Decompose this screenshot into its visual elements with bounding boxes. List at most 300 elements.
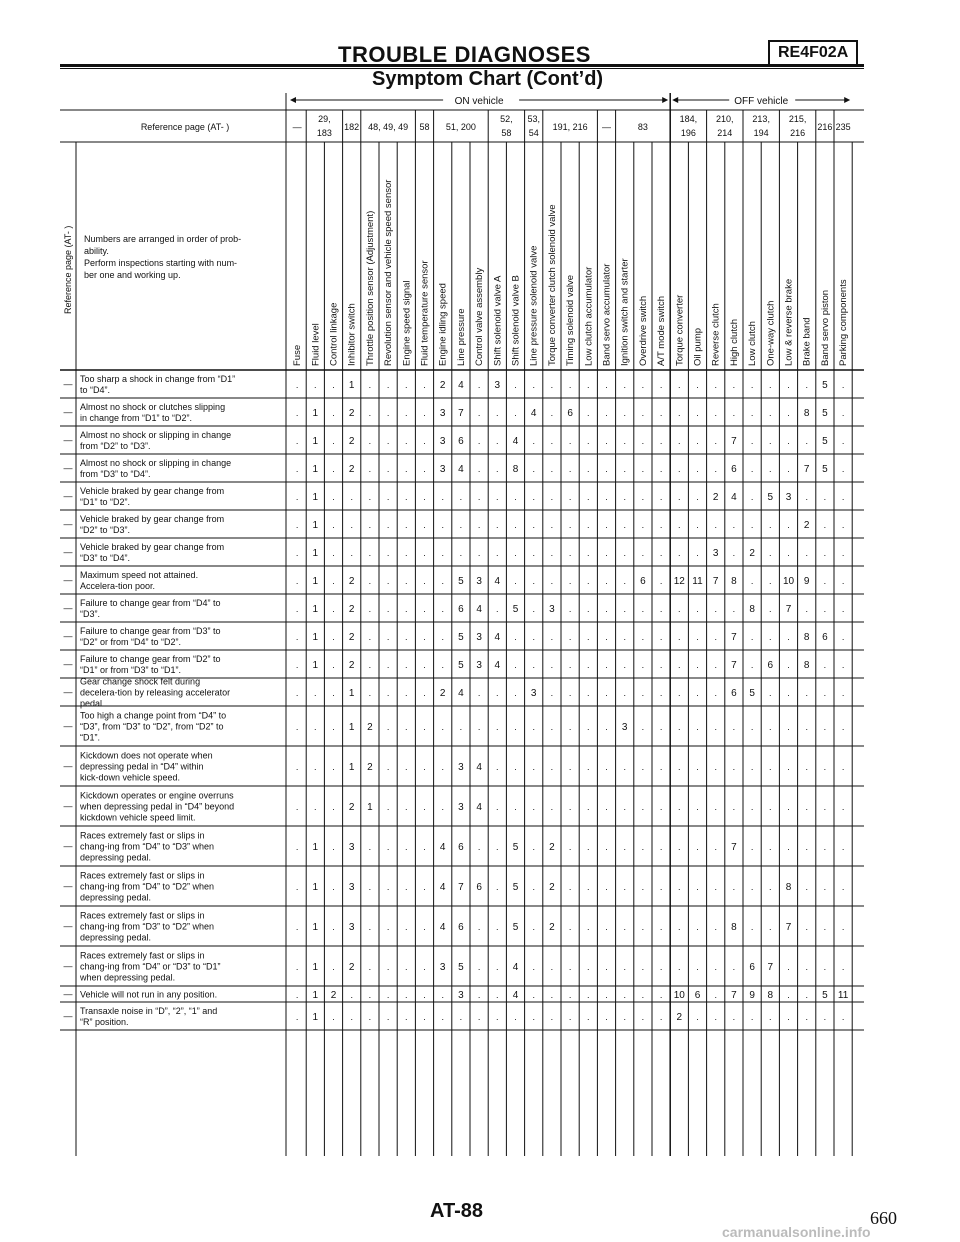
- ranking-cell: .: [823, 962, 827, 972]
- ranking-cell: .: [350, 548, 353, 558]
- ranking-cell: .: [623, 922, 626, 932]
- ranking-cell: .: [750, 408, 754, 418]
- symptom-ref: —: [63, 519, 73, 529]
- symptom-text: “D2” or from “D4” to “D2”.: [80, 637, 182, 647]
- ranking-cell: .: [641, 660, 645, 670]
- ranking-cell: .: [678, 722, 681, 732]
- ranking-cell: .: [405, 882, 408, 892]
- ranking-cell: .: [568, 380, 572, 390]
- component-label: High clutch: [728, 319, 740, 366]
- ranking-cell: .: [368, 408, 372, 418]
- ranking-cell: .: [605, 380, 608, 390]
- ranking-cell: 1: [312, 1012, 319, 1023]
- component-label: A/T mode switch: [656, 295, 668, 366]
- ranking-cell: .: [605, 802, 608, 812]
- ranking-cell: .: [386, 492, 390, 502]
- ranking-cell: .: [841, 688, 845, 698]
- ranking-cell: .: [441, 632, 444, 642]
- note-line: ber one and working up.: [84, 270, 181, 280]
- reference-page-value: 48, 49, 49: [368, 122, 409, 132]
- ranking-cell: .: [605, 722, 608, 732]
- symptom-text: Failure to change gear from “D2” to: [80, 654, 221, 664]
- reference-page-value: 215,: [788, 114, 807, 124]
- ranking-cell: 5: [822, 464, 828, 475]
- component-label: Low clutch: [747, 321, 759, 366]
- span-arrowhead: [290, 97, 296, 103]
- ranking-cell: .: [841, 762, 845, 772]
- ranking-cell: .: [587, 408, 590, 418]
- component-label: Brake band: [801, 317, 813, 366]
- ranking-cell: .: [423, 882, 426, 892]
- ranking-cell: 4: [458, 688, 464, 699]
- ranking-cell: 1: [312, 632, 319, 643]
- symptom-text: Gear change shock felt during: [80, 676, 201, 687]
- ranking-cell: .: [714, 1012, 717, 1022]
- ranking-cell: .: [659, 722, 663, 732]
- ranking-cell: .: [587, 802, 590, 812]
- ranking-cell: .: [696, 632, 699, 642]
- ranking-cell: .: [295, 576, 299, 586]
- ranking-cell: .: [769, 1012, 772, 1022]
- symptom-text: Vehicle braked by gear change from: [80, 514, 225, 524]
- model-code-badge: RE4F02A: [768, 40, 858, 66]
- ranking-cell: .: [532, 604, 535, 614]
- ranking-cell: .: [623, 576, 626, 586]
- reference-page-value: 235: [835, 122, 851, 132]
- ranking-cell: .: [605, 842, 608, 852]
- reference-page-value: 29,: [318, 114, 331, 124]
- ranking-cell: .: [587, 548, 590, 558]
- symptom-text: “D1”.: [80, 732, 100, 743]
- reference-page-value: 83: [637, 122, 648, 132]
- watermark: carmanualsonline.info: [722, 1224, 871, 1240]
- ranking-cell: .: [496, 604, 499, 614]
- ranking-cell: .: [532, 922, 535, 932]
- ranking-cell: .: [314, 762, 317, 772]
- ranking-cell: .: [568, 660, 572, 670]
- symptom-text: “D1” to “D2”.: [80, 497, 131, 507]
- ranking-cell: .: [714, 604, 717, 614]
- symptom-text: chang-ing from “D4” to “D3” when: [80, 841, 215, 852]
- ranking-cell: .: [696, 660, 699, 670]
- ranking-cell: .: [368, 842, 372, 852]
- ranking-cell: .: [659, 660, 663, 670]
- ranking-cell: .: [386, 436, 390, 446]
- ranking-cell: 5: [749, 688, 755, 699]
- ranking-cell: .: [587, 962, 590, 972]
- symptom-text: kick-down vehicle speed.: [80, 772, 181, 783]
- ranking-cell: .: [605, 576, 608, 586]
- ranking-cell: 7: [458, 408, 464, 419]
- ranking-cell: .: [514, 548, 517, 558]
- ranking-cell: .: [423, 962, 426, 972]
- symptom-ref: —: [63, 989, 73, 999]
- ranking-cell: .: [423, 802, 426, 812]
- ranking-cell: 7: [803, 464, 810, 475]
- ranking-cell: .: [750, 576, 754, 586]
- ranking-cell: .: [514, 576, 517, 586]
- ranking-cell: .: [641, 842, 645, 852]
- ranking-cell: .: [605, 660, 608, 670]
- ranking-cell: .: [423, 632, 426, 642]
- ranking-cell: 5: [512, 604, 519, 615]
- ranking-cell: .: [386, 408, 390, 418]
- ranking-cell: .: [568, 990, 572, 1000]
- ranking-cell: 5: [822, 408, 828, 419]
- ranking-cell: .: [332, 492, 335, 502]
- ranking-cell: .: [441, 660, 444, 670]
- ranking-cell: .: [477, 548, 481, 558]
- ranking-cell: .: [405, 408, 408, 418]
- ranking-cell: .: [514, 492, 517, 502]
- ranking-cell: .: [696, 604, 699, 614]
- ranking-cell: .: [678, 762, 681, 772]
- ranking-cell: .: [514, 722, 517, 732]
- ranking-cell: .: [368, 632, 372, 642]
- ranking-cell: .: [769, 762, 772, 772]
- ranking-cell: .: [332, 688, 335, 698]
- ranking-cell: .: [550, 660, 554, 670]
- ranking-cell: 2: [348, 802, 355, 813]
- symptom-ref: —: [63, 921, 73, 931]
- page-footer-label: AT-88: [430, 1200, 483, 1222]
- ranking-cell: .: [386, 660, 390, 670]
- ranking-cell: .: [841, 802, 845, 812]
- ranking-cell: 8: [731, 922, 737, 933]
- ranking-cell: .: [769, 464, 772, 474]
- ranking-cell: .: [332, 380, 335, 390]
- symptom-text: Almost no shock or clutches slipping: [80, 402, 226, 412]
- ranking-cell: 7: [785, 604, 792, 615]
- ranking-cell: .: [605, 520, 608, 530]
- ranking-cell: .: [714, 802, 717, 812]
- symptom-text: when depressing pedal in “D4” beyond: [80, 801, 235, 812]
- component-label: Oil pump: [692, 327, 704, 366]
- component-label: Control valve assembly: [474, 267, 486, 366]
- symptom-ref: —: [63, 659, 73, 669]
- ranking-cell: .: [714, 436, 717, 446]
- ranking-cell: .: [568, 604, 572, 614]
- ranking-cell: .: [332, 722, 335, 732]
- ranking-cell: .: [641, 962, 645, 972]
- symptom-text: Almost no shock or slipping in change: [80, 430, 232, 440]
- ranking-cell: .: [350, 520, 353, 530]
- ranking-cell: .: [441, 576, 444, 586]
- ranking-cell: .: [496, 688, 499, 698]
- ranking-cell: .: [605, 548, 608, 558]
- ranking-cell: 2: [749, 548, 755, 559]
- ranking-cell: .: [295, 492, 299, 502]
- ranking-cell: .: [568, 1012, 572, 1022]
- reference-page-vertical: Reference page (AT- ): [63, 225, 73, 314]
- ranking-cell: 3: [712, 548, 719, 559]
- symptom-ref: —: [63, 491, 73, 501]
- ranking-cell: .: [587, 576, 590, 586]
- ranking-cell: .: [368, 962, 372, 972]
- ranking-cell: .: [678, 380, 681, 390]
- ranking-cell: .: [568, 632, 572, 642]
- ranking-cell: .: [332, 1012, 335, 1022]
- ranking-cell: .: [605, 632, 608, 642]
- symptom-text: depressing pedal.: [80, 932, 152, 943]
- ranking-cell: .: [841, 604, 845, 614]
- ranking-cell: 2: [330, 990, 337, 1001]
- ranking-cell: .: [532, 548, 535, 558]
- ranking-cell: .: [532, 576, 535, 586]
- ranking-cell: .: [477, 1012, 481, 1022]
- symptom-text: Races extremely fast or slips in: [80, 910, 205, 921]
- ranking-cell: .: [623, 762, 626, 772]
- ranking-cell: 4: [458, 464, 464, 475]
- ranking-cell: .: [568, 548, 572, 558]
- ranking-cell: 3: [476, 576, 482, 587]
- component-label: Fuse: [292, 344, 304, 366]
- symptom-text: decelera-tion by releasing accelerator: [80, 687, 231, 698]
- symptom-ref: —: [63, 761, 73, 771]
- ranking-cell: 7: [458, 882, 464, 893]
- ranking-cell: 5: [512, 842, 519, 853]
- ranking-cell: 1: [348, 688, 355, 699]
- ranking-cell: .: [659, 520, 663, 530]
- component-label: Ignition switch and starter: [619, 258, 631, 366]
- ranking-cell: .: [550, 520, 554, 530]
- ranking-cell: .: [659, 464, 663, 474]
- ranking-cell: .: [587, 990, 590, 1000]
- ranking-cell: .: [477, 492, 481, 502]
- ranking-cell: 2: [348, 660, 355, 671]
- ranking-cell: .: [659, 548, 663, 558]
- ranking-cell: .: [787, 1012, 790, 1022]
- ranking-cell: 7: [731, 632, 737, 643]
- ranking-cell: .: [587, 464, 590, 474]
- ranking-cell: 7: [731, 660, 737, 671]
- ranking-cell: .: [295, 604, 299, 614]
- ranking-cell: .: [423, 688, 426, 698]
- ranking-cell: .: [805, 380, 808, 390]
- ranking-cell: .: [405, 520, 408, 530]
- ranking-cell: .: [841, 436, 845, 446]
- ranking-cell: .: [714, 632, 717, 642]
- ranking-cell: .: [477, 688, 481, 698]
- ranking-cell: 3: [458, 802, 464, 813]
- ranking-cell: .: [696, 802, 699, 812]
- symptom-text: “R” position.: [80, 1017, 129, 1027]
- ranking-cell: .: [550, 688, 554, 698]
- ranking-cell: .: [696, 1012, 699, 1022]
- ranking-cell: .: [841, 660, 845, 670]
- ranking-cell: 2: [348, 962, 355, 973]
- off-vehicle-label: OFF vehicle: [734, 96, 789, 107]
- ranking-cell: .: [368, 436, 372, 446]
- ranking-cell: .: [477, 464, 481, 474]
- ranking-cell: .: [732, 604, 736, 614]
- reference-page-value: 53,: [527, 114, 540, 124]
- symptom-text: chang-ing from “D4” to “D2” when: [80, 881, 215, 892]
- ranking-cell: .: [641, 1012, 645, 1022]
- ranking-cell: .: [423, 762, 426, 772]
- ranking-cell: .: [805, 990, 808, 1000]
- ranking-cell: .: [696, 408, 699, 418]
- ranking-cell: .: [405, 632, 408, 642]
- ranking-cell: .: [368, 882, 372, 892]
- ranking-cell: .: [550, 762, 554, 772]
- page-number: 660: [870, 1208, 897, 1228]
- ranking-cell: .: [423, 520, 426, 530]
- ranking-cell: .: [750, 842, 754, 852]
- ranking-cell: .: [496, 990, 499, 1000]
- ranking-cell: .: [750, 802, 754, 812]
- ranking-cell: .: [477, 962, 481, 972]
- ranking-cell: .: [623, 990, 626, 1000]
- ranking-cell: 6: [731, 464, 737, 475]
- ranking-cell: 4: [731, 492, 737, 503]
- component-label: Control linkage: [328, 302, 340, 366]
- ranking-cell: 1: [348, 380, 355, 391]
- ranking-cell: .: [368, 604, 372, 614]
- ranking-cell: .: [386, 1012, 390, 1022]
- reference-page-value: 54: [528, 128, 539, 138]
- reference-page-value: 191, 216: [552, 122, 588, 132]
- ranking-cell: 3: [458, 990, 464, 1001]
- ranking-cell: 8: [767, 990, 774, 1001]
- reference-page-value: 51, 200: [445, 122, 476, 132]
- ranking-cell: .: [568, 576, 572, 586]
- reference-page-value: 194: [753, 128, 769, 138]
- ranking-cell: 3: [348, 842, 355, 853]
- ranking-cell: 5: [767, 492, 774, 503]
- ranking-cell: 8: [749, 604, 755, 615]
- ranking-cell: 1: [312, 922, 319, 933]
- ranking-cell: .: [714, 962, 717, 972]
- ranking-cell: 2: [439, 688, 446, 699]
- ranking-cell: .: [623, 436, 626, 446]
- ranking-cell: .: [659, 762, 663, 772]
- ranking-cell: 2: [549, 882, 555, 893]
- ranking-cell: 8: [803, 660, 810, 671]
- ranking-cell: .: [405, 576, 408, 586]
- ranking-cell: .: [714, 990, 717, 1000]
- ranking-cell: .: [732, 520, 736, 530]
- symptom-text: Races extremely fast or slips in: [80, 950, 205, 961]
- ranking-cell: 11: [692, 576, 703, 587]
- ranking-cell: .: [368, 1012, 372, 1022]
- ranking-cell: .: [696, 380, 699, 390]
- ranking-cell: 2: [367, 762, 373, 773]
- ranking-cell: .: [641, 380, 645, 390]
- ranking-cell: .: [623, 380, 626, 390]
- ranking-cell: .: [532, 962, 535, 972]
- ranking-cell: .: [550, 436, 554, 446]
- symptom-text: Too sharp a shock in change from “D1”: [80, 374, 236, 384]
- ranking-cell: .: [441, 520, 444, 530]
- reference-page-value: 184,: [679, 114, 698, 124]
- ranking-cell: .: [295, 962, 299, 972]
- ranking-cell: .: [732, 380, 736, 390]
- ranking-cell: 6: [694, 990, 701, 1001]
- ranking-cell: .: [568, 520, 572, 530]
- ranking-cell: .: [678, 548, 681, 558]
- ranking-cell: .: [623, 604, 626, 614]
- ranking-cell: .: [696, 548, 699, 558]
- ranking-cell: .: [532, 660, 535, 670]
- ranking-cell: .: [568, 688, 572, 698]
- symptom-text: “D2” to “D3”.: [80, 525, 131, 535]
- reference-page-value: 216: [817, 122, 833, 132]
- ranking-cell: .: [659, 604, 663, 614]
- ranking-cell: .: [841, 962, 845, 972]
- ranking-cell: .: [405, 688, 408, 698]
- ranking-cell: .: [568, 802, 572, 812]
- ranking-cell: .: [696, 688, 699, 698]
- ranking-cell: 8: [785, 882, 792, 893]
- component-label: Line pressure: [455, 308, 467, 366]
- ranking-cell: .: [459, 1012, 463, 1022]
- ranking-cell: .: [750, 722, 754, 732]
- ranking-cell: .: [787, 632, 790, 642]
- ranking-cell: .: [805, 842, 808, 852]
- ranking-cell: .: [696, 520, 699, 530]
- symptom-text: depressing pedal.: [80, 852, 152, 863]
- ranking-cell: .: [496, 464, 499, 474]
- ranking-cell: .: [841, 408, 845, 418]
- ranking-cell: .: [805, 1012, 808, 1022]
- ranking-cell: .: [441, 802, 444, 812]
- ranking-cell: 11: [837, 990, 849, 1001]
- ranking-cell: .: [696, 722, 699, 732]
- ranking-cell: .: [805, 722, 808, 732]
- ranking-cell: 1: [312, 842, 319, 853]
- ranking-cell: .: [823, 576, 827, 586]
- ranking-cell: .: [587, 492, 590, 502]
- ranking-cell: .: [405, 802, 408, 812]
- ranking-cell: .: [659, 922, 663, 932]
- ranking-cell: .: [823, 688, 827, 698]
- ranking-cell: .: [314, 722, 317, 732]
- ranking-cell: .: [769, 436, 772, 446]
- ranking-cell: .: [532, 464, 535, 474]
- ranking-cell: .: [496, 842, 499, 852]
- ranking-cell: .: [350, 1012, 353, 1022]
- ranking-cell: .: [769, 688, 772, 698]
- ranking-cell: .: [295, 408, 299, 418]
- ranking-cell: .: [678, 922, 681, 932]
- ranking-cell: .: [823, 1012, 827, 1022]
- ranking-cell: 4: [439, 882, 446, 893]
- ranking-cell: .: [386, 842, 390, 852]
- ranking-cell: 2: [676, 1012, 683, 1023]
- ranking-cell: .: [750, 436, 754, 446]
- symptom-text: kickdown vehicle speed limit.: [80, 812, 196, 823]
- ranking-cell: .: [805, 802, 808, 812]
- ranking-cell: 7: [785, 922, 792, 933]
- ranking-cell: .: [750, 380, 754, 390]
- ranking-cell: .: [623, 464, 626, 474]
- ranking-cell: .: [841, 520, 845, 530]
- ranking-cell: .: [568, 882, 572, 892]
- ranking-cell: .: [550, 990, 554, 1000]
- ranking-cell: .: [587, 722, 590, 732]
- ranking-cell: .: [659, 632, 663, 642]
- ranking-cell: .: [841, 548, 845, 558]
- ranking-cell: .: [405, 762, 408, 772]
- ranking-cell: .: [295, 464, 299, 474]
- ranking-cell: .: [568, 722, 572, 732]
- ranking-cell: .: [459, 492, 463, 502]
- ranking-cell: 6: [458, 922, 464, 933]
- symptom-text: Transaxle noise in “D”, “2”, “1” and: [80, 1006, 218, 1016]
- ranking-cell: .: [514, 802, 517, 812]
- symptom-text: Failure to change gear from “D3” to: [80, 626, 221, 636]
